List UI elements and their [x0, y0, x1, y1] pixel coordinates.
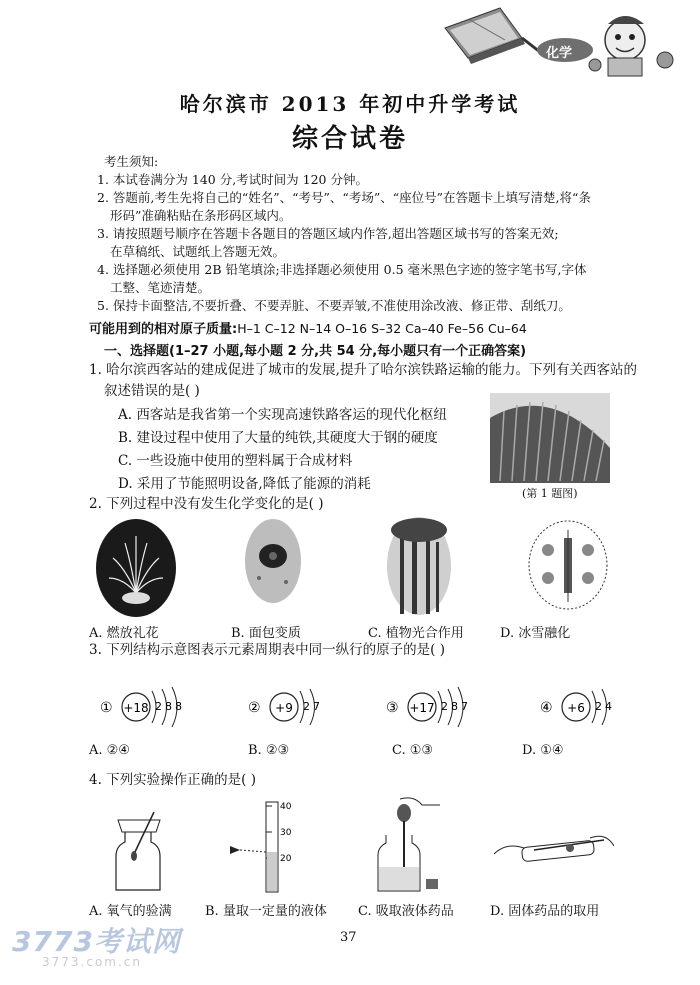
dropper-diagram [370, 795, 442, 895]
atom-diagram-3 [386, 682, 486, 732]
q4-caption-d: D. 固体药品的取用 [490, 904, 600, 919]
q2-caption-a: A. 燃放礼花 [89, 626, 159, 641]
section-heading: 一、选择题(1–27 小题,每小题 2 分,共 54 分,每小题只有一个正确答案) [104, 344, 527, 359]
fireworks-photo [95, 518, 177, 618]
subject-badge: 化学 [546, 46, 573, 61]
q4-stem: 4. 下列实验操作正确的是( ) [89, 772, 256, 788]
notice-item: 工整、笔迹清楚。 [110, 280, 211, 295]
shell-electrons: 2 [595, 700, 602, 713]
q1-station-photo [490, 393, 610, 483]
atom-diagram-4 [540, 682, 640, 732]
atom-diagram-2 [248, 682, 348, 732]
notice-item: 2. 答题前,考生先将自己的“姓名”、“考号”、“考场”、“座位号”在答题卡上填写清楚,将“条 [97, 190, 591, 205]
atom-label: ② [248, 700, 261, 716]
shell-electrons: 7 [313, 700, 320, 713]
atomic-masses-values: H–1 C–12 N–14 O–16 S–32 Ca–40 Fe–56 Cu–64 [237, 321, 527, 336]
cylinder-tick-label: 40 [280, 802, 292, 812]
notice-item: 3. 请按照题号顺序在答题卡各题目的答题区域内作答,超出答题区域书写的答案无效; [97, 226, 559, 241]
q2-caption-d: D. 冰雪融化 [500, 626, 571, 641]
header-decoration [430, 0, 700, 80]
graduated-cylinder-diagram [228, 800, 298, 895]
atom-label: ③ [386, 700, 399, 716]
q4-caption-c: C. 吸取液体药品 [358, 904, 454, 919]
notice-item: 形码”准确粘贴在条形码区域内。 [110, 208, 292, 223]
watermark-url: 3773.com.cn [42, 955, 142, 969]
shell-electrons: 7 [461, 700, 468, 713]
oxygen-test-diagram [110, 808, 170, 893]
q2-caption-c: C. 植物光合作用 [368, 626, 464, 641]
nucleus-charge: +9 [275, 701, 293, 715]
q3-stem: 3. 下列结构示意图表示元素周期表中同一纵行的原子的是( ) [89, 642, 445, 658]
exam-title: 哈尔滨市 2013 年初中升学考试 [179, 92, 521, 116]
cylinder-tick-label: 20 [280, 854, 292, 864]
q1-option-b: B. 建设过程中使用了大量的纯铁,其硬度大于钢的硬度 [118, 430, 438, 446]
shell-electrons: 2 [441, 700, 448, 713]
atom-label: ① [100, 700, 113, 716]
atom-diagram-1 [100, 682, 200, 732]
nucleus-charge: +17 [409, 701, 435, 715]
atom-label: ④ [540, 700, 553, 716]
book-cartoon-illustration [430, 0, 700, 80]
shell-electrons: 2 [155, 700, 162, 713]
notice-item: 4. 选择题必须使用 2B 铅笔填涂;非选择题必须使用 0.5 毫米黑色字迹的签字笔书写,字体 [97, 262, 587, 277]
solid-sampling-diagram [494, 818, 614, 878]
q1-stem-cont: 叙述错误的是( ) [104, 383, 200, 399]
notice-item: 1. 本试卷满分为 140 分,考试时间为 120 分钟。 [97, 172, 368, 187]
shell-electrons: 8 [451, 700, 458, 713]
moldy-bread-photo [244, 518, 302, 604]
q4-caption-b: B. 量取一定量的液体 [205, 904, 327, 919]
page-number: 37 [340, 930, 357, 945]
q2-stem: 2. 下列过程中没有发生化学变化的是( ) [89, 496, 324, 512]
shell-electrons: 4 [605, 700, 612, 713]
cylinder-tick-label: 30 [280, 828, 292, 838]
q3-option-c: C. ①③ [392, 743, 434, 758]
exam-subtitle: 综合试卷 [291, 124, 408, 154]
nucleus-charge: +6 [567, 701, 585, 715]
q1-option-c: C. 一些设施中使用的塑料属于合成材料 [118, 453, 353, 469]
notice-item: 5. 保持卡面整洁,不要折叠、不要弄脏、不要弄皱,不准使用涂改液、修正带、刮纸刀。 [97, 298, 571, 313]
atomic-masses-row [89, 318, 527, 337]
q2-caption-b: B. 面包变质 [231, 626, 301, 641]
nucleus-charge: +18 [123, 701, 149, 715]
q1-figure-caption: (第 1 题图) [522, 487, 578, 500]
notice-item: 在草稿纸、试题纸上答题无效。 [110, 244, 286, 259]
shell-electrons: 8 [175, 700, 182, 713]
q3-option-a: A. ②④ [89, 743, 130, 758]
shell-electrons: 2 [303, 700, 310, 713]
watermark-logo: 3773考试网 [12, 925, 181, 958]
q1-option-d: D. 采用了节能照明设备,降低了能源的消耗 [118, 476, 371, 492]
q3-option-d: D. ①④ [522, 743, 564, 758]
atomic-masses-label: 可能用到的相对原子质量: [89, 322, 238, 337]
q1-option-a: A. 西客站是我省第一个实现高速铁路客运的现代化枢纽 [118, 407, 447, 423]
q1-stem: 1. 哈尔滨西客站的建成促进了城市的发展,提升了哈尔滨铁路运输的能力。下列有关西客站的 [89, 362, 637, 378]
q4-caption-a: A. 氧气的验满 [89, 904, 172, 919]
notice-heading: 考生须知: [104, 154, 159, 169]
q3-option-b: B. ②③ [248, 743, 290, 758]
forest-photo [386, 516, 452, 616]
ice-melting-photo [528, 520, 608, 610]
shell-electrons: 8 [165, 700, 172, 713]
